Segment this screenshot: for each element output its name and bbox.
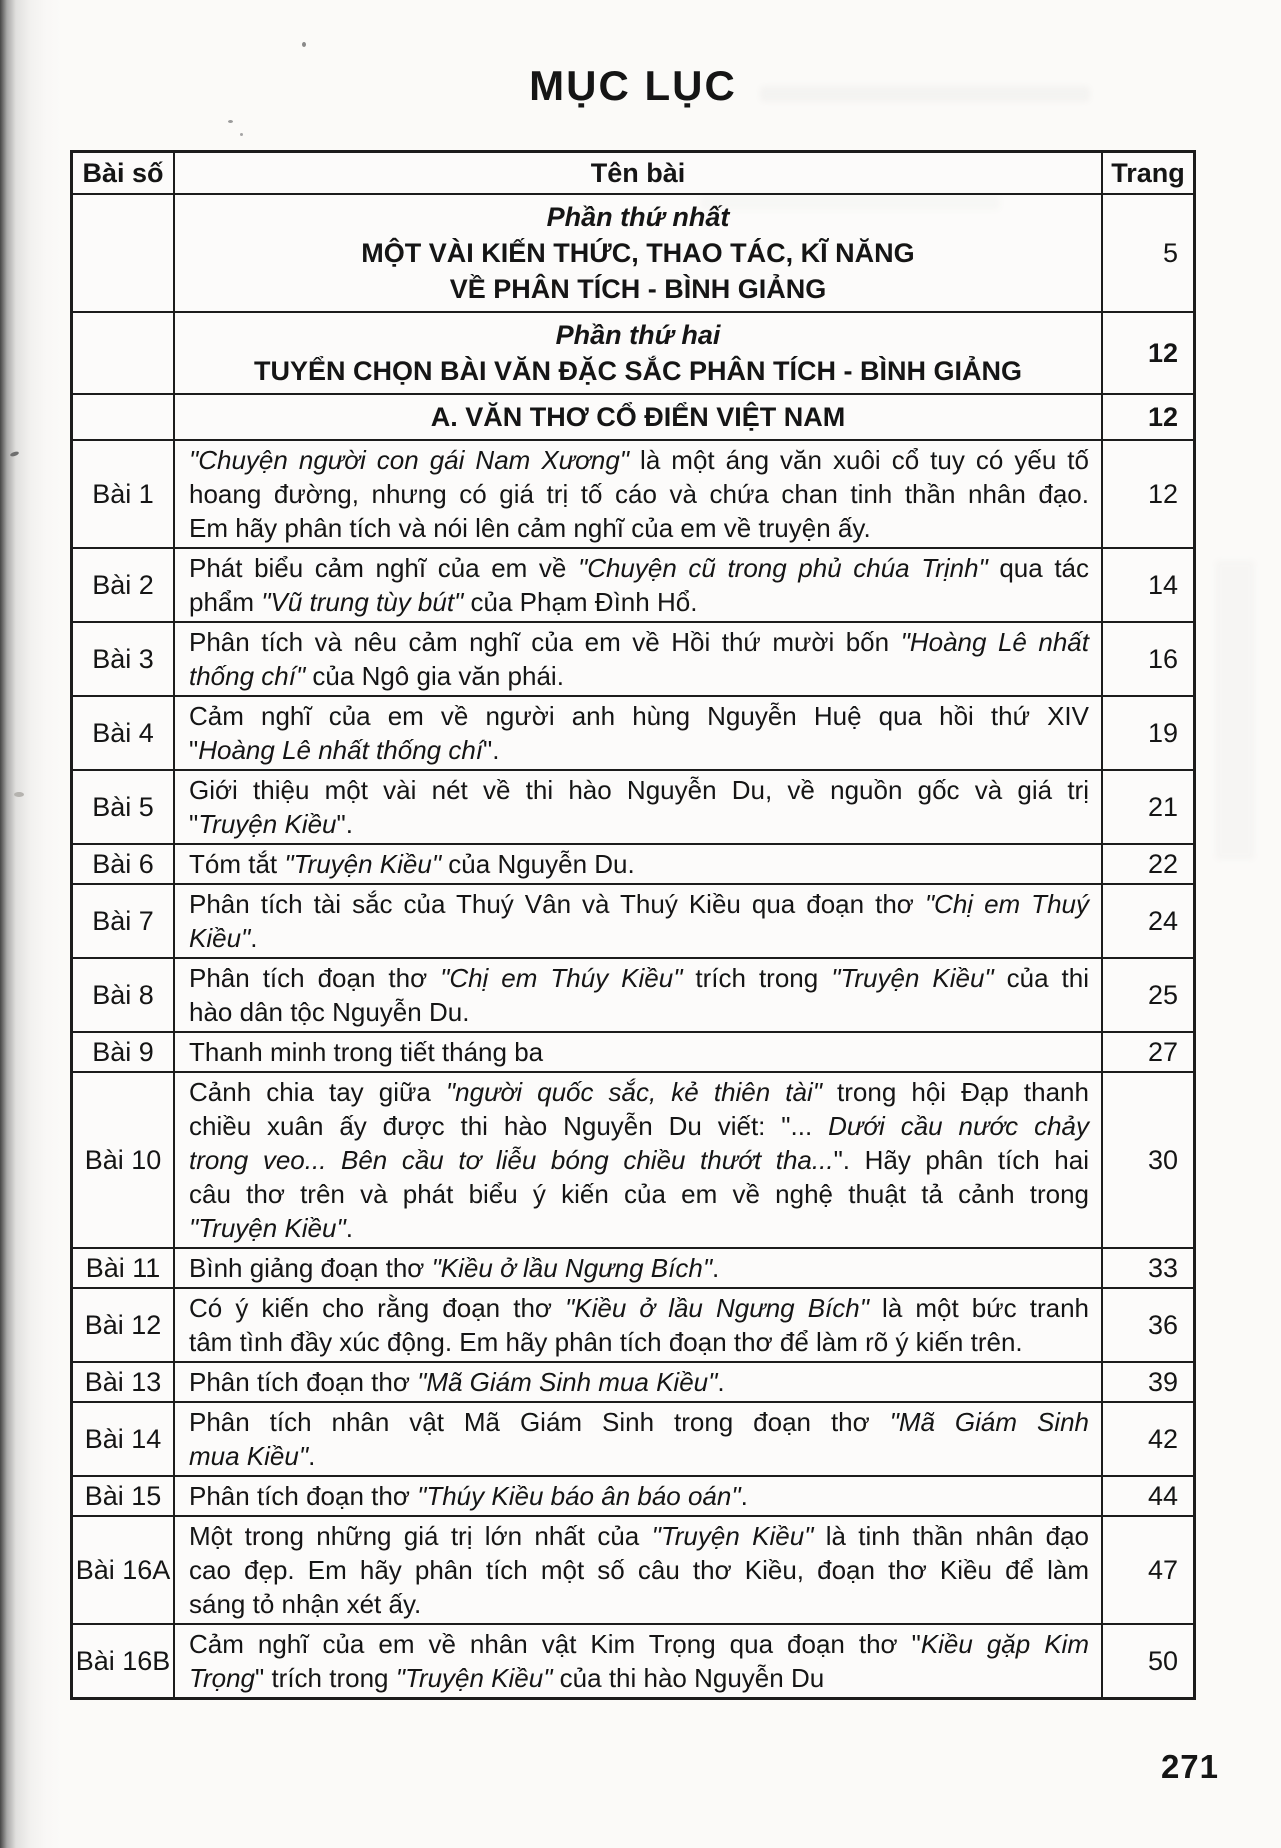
toc-row-bai-9 <box>73 1031 1193 1071</box>
lesson-title-line: sáng tỏ nhận xét ấy. <box>189 1589 422 1619</box>
ink-bleed-artifact <box>1215 560 1255 860</box>
lesson-title-line: cao đẹp. Em hãy phân tích một số câu thơ Kiều, đoạn thơ Kiều để làm <box>189 1555 1089 1585</box>
toc-row-bai-6 <box>73 843 1193 883</box>
toc-table <box>70 150 1196 1700</box>
lesson-title-line: Kiều". <box>189 923 258 953</box>
lesson-number-cell: Bài 8 <box>73 959 175 1031</box>
lesson-title-line: "Truyện Kiều". <box>189 1213 353 1243</box>
lesson-title-line: Phân tích đoạn thơ "Thúy Kiều báo ân báo oán". <box>189 1481 748 1511</box>
page-number-cell: 27 <box>1101 1033 1193 1071</box>
toc-row-bai-15 <box>73 1475 1193 1515</box>
toc-table-body <box>73 193 1193 1697</box>
scan-edge-shadow <box>0 0 62 1848</box>
page-number-cell: 25 <box>1101 959 1193 1031</box>
lesson-number-cell <box>73 313 175 393</box>
lesson-title-line: Phân tích đoạn thơ "Mã Giám Sinh mua Kiều". <box>189 1367 725 1397</box>
lesson-title-line: tâm tình đầy xúc động. Em hãy phân tích đoạn thơ để làm rõ ý kiến trên. <box>189 1327 1023 1357</box>
lesson-title-cell <box>175 1289 1101 1361</box>
column-header-lesson-title: Tên bài <box>590 157 686 188</box>
lesson-title-cell <box>175 1625 1101 1697</box>
lesson-title-line: Cảm nghĩ của em về nhân vật Kim Trọng qua đoạn thơ "Kiều gặp Kim <box>189 1629 1089 1659</box>
toc-row-bai-10 <box>73 1071 1193 1247</box>
section-heading-line: VỀ PHÂN TÍCH - BÌNH GIẢNG <box>449 274 827 304</box>
lesson-title-line: trong veo... Bên cầu tơ liễu bóng chiều thướt tha...". Hãy phân tích hai <box>189 1145 1090 1175</box>
toc-row-bai-7 <box>73 883 1193 957</box>
page-number-cell: 24 <box>1101 885 1193 957</box>
lesson-number-cell: Bài 16A <box>73 1517 175 1623</box>
lesson-number-cell: Bài 12 <box>73 1289 175 1361</box>
page-number-cell: 47 <box>1101 1517 1193 1623</box>
toc-row-bai-8 <box>73 957 1193 1031</box>
page-number-cell: 5 <box>1101 195 1193 311</box>
lesson-title-cell <box>175 1363 1101 1401</box>
section-heading-line: A. VĂN THƠ CỔ ĐIỂN VIỆT NAM <box>430 402 846 432</box>
lesson-title-line: phẩm "Vũ trung tùy bút" của Phạm Đình Hổ. <box>189 587 698 617</box>
lesson-title-cell <box>175 845 1101 883</box>
lesson-title-line: chiều xuân ấy được thi hào Nguyễn Du viết: "... Dưới cầu nước chảy <box>189 1111 1089 1141</box>
lesson-number-cell: Bài 5 <box>73 771 175 843</box>
lesson-title-line: Phân tích tài sắc của Thuý Vân và Thuý Kiều qua đoạn thơ "Chị em Thuý <box>189 889 1089 919</box>
lesson-title-line: Phân tích nhân vật Mã Giám Sinh trong đoạn thơ "Mã Giám Sinh <box>189 1407 1090 1437</box>
lesson-number-cell: Bài 7 <box>73 885 175 957</box>
lesson-number-cell <box>73 395 175 439</box>
lesson-title-cell <box>175 959 1101 1031</box>
lesson-title-line: Một trong những giá trị lớn nhất của "Truyện Kiều" là tinh thần nhân đạo <box>189 1521 1089 1551</box>
lesson-number-cell: Bài 15 <box>73 1477 175 1515</box>
lesson-number-cell: Bài 10 <box>73 1073 175 1247</box>
page-number-cell: 16 <box>1101 623 1193 695</box>
lesson-number-cell: Bài 11 <box>73 1249 175 1287</box>
page-number-cell: 12 <box>1101 395 1193 439</box>
lesson-title-line: Có ý kiến cho rằng đoạn thơ "Kiều ở lầu Ngưng Bích" là một bức tranh <box>189 1293 1089 1323</box>
page-number-cell: 21 <box>1101 771 1193 843</box>
lesson-title-line: Tóm tắt "Truyện Kiều" của Nguyễn Du. <box>189 849 635 879</box>
toc-row-phan-thu-hai <box>73 311 1193 393</box>
toc-row-bai-3 <box>73 621 1193 695</box>
table-header-row <box>73 153 1193 193</box>
lesson-title-line: Bình giảng đoạn thơ "Kiều ở lầu Ngưng Bích". <box>189 1253 720 1283</box>
lesson-title-cell <box>175 313 1101 393</box>
lesson-title-line: "Truyện Kiều". <box>189 809 353 839</box>
lesson-title-cell <box>175 1033 1101 1071</box>
lesson-title-line: câu thơ trên và phát biểu ý kiến của em về nghệ thuật tả cảnh trong <box>189 1179 1089 1209</box>
lesson-number-cell: Bài 6 <box>73 845 175 883</box>
lesson-title-line: thống chí" của Ngô gia văn phái. <box>189 661 564 691</box>
lesson-title-line: Phát biểu cảm nghĩ của em về "Chuyện cũ trong phủ chúa Trịnh" qua tác <box>189 553 1089 583</box>
toc-row-bai-5 <box>73 769 1193 843</box>
page-title: MỤC LỤC <box>529 62 737 109</box>
lesson-title-line: Phân tích và nêu cảm nghĩ của em về Hồi thứ mười bốn "Hoàng Lê nhất <box>189 627 1089 657</box>
lesson-number-cell: Bài 9 <box>73 1033 175 1071</box>
scan-speck <box>14 792 24 797</box>
section-heading-line: Phần thứ nhất <box>546 202 730 232</box>
toc-row-bai-4 <box>73 695 1193 769</box>
page-number-cell: 36 <box>1101 1289 1193 1361</box>
lesson-number-cell: Bài 16B <box>73 1625 175 1697</box>
lesson-title-line: hoang đường, nhưng có giá trị tố cáo và chứa chan tinh thần nhân đạo. <box>189 479 1089 509</box>
page-number-cell: 42 <box>1101 1403 1193 1475</box>
lesson-number-cell <box>73 195 175 311</box>
page-number-cell: 12 <box>1101 441 1193 547</box>
lesson-title-line: hào dân tộc Nguyễn Du. <box>189 997 470 1027</box>
lesson-title-line: "Chuyện người con gái Nam Xương" là một áng văn xuôi cổ tuy có yếu tố <box>189 445 1089 475</box>
lesson-title-line: Cảm nghĩ của em về người anh hùng Nguyễn Huệ qua hồi thứ XIV <box>189 701 1089 731</box>
lesson-title-cell <box>175 885 1101 957</box>
lesson-title-cell <box>175 195 1101 311</box>
lesson-title-line: Em hãy phân tích và nói lên cảm nghĩ của em về truyện ấy. <box>189 513 871 543</box>
lesson-title-cell <box>175 1073 1101 1247</box>
page-number-cell: 30 <box>1101 1073 1193 1247</box>
lesson-number-cell: Bài 13 <box>73 1363 175 1401</box>
book-page-number: 271 <box>1160 1748 1219 1785</box>
lesson-number-cell: Bài 14 <box>73 1403 175 1475</box>
lesson-title-cell <box>175 549 1101 621</box>
lesson-number-cell: Bài 2 <box>73 549 175 621</box>
toc-row-bai-12 <box>73 1287 1193 1361</box>
toc-row-bai-14 <box>73 1401 1193 1475</box>
section-heading-line: MỘT VÀI KIẾN THỨC, THAO TÁC, KĨ NĂNG <box>361 238 915 268</box>
lesson-number-cell: Bài 1 <box>73 441 175 547</box>
lesson-title-line: Thanh minh trong tiết tháng ba <box>189 1037 544 1067</box>
lesson-title-cell <box>175 1517 1101 1623</box>
column-header-page: Trang <box>1101 153 1193 193</box>
toc-row-bai-13 <box>73 1361 1193 1401</box>
toc-row-bai-16b <box>73 1623 1193 1697</box>
toc-row-bai-1 <box>73 439 1193 547</box>
section-heading-line: TUYỂN CHỌN BÀI VĂN ĐẶC SẮC PHÂN TÍCH - BÌNH GIẢNG <box>253 356 1022 386</box>
lesson-title-line: Trọng" trích trong "Truyện Kiều" của thi hào Nguyễn Du <box>189 1663 825 1693</box>
toc-row-bai-16a <box>73 1515 1193 1623</box>
lesson-number-cell: Bài 3 <box>73 623 175 695</box>
scan-speck <box>302 42 306 47</box>
toc-row-phan-thu-nhat <box>73 193 1193 311</box>
lesson-title-cell <box>175 771 1101 843</box>
scan-speck <box>240 133 243 136</box>
scan-speck <box>228 120 233 123</box>
toc-row-bai-11 <box>73 1247 1193 1287</box>
lesson-title-cell <box>175 441 1101 547</box>
lesson-title-line: Phân tích đoạn thơ "Chị em Thúy Kiều" trích trong "Truyện Kiều" của thi <box>189 963 1089 993</box>
page-number-cell: 33 <box>1101 1249 1193 1287</box>
page-number-cell: 39 <box>1101 1363 1193 1401</box>
page-number-cell: 22 <box>1101 845 1193 883</box>
lesson-title-line: Giới thiệu một vài nét về thi hào Nguyễn Du, về nguồn gốc và giá trị <box>189 775 1089 805</box>
toc-row-bai-2 <box>73 547 1193 621</box>
lesson-title-line: Cảnh chia tay giữa "người quốc sắc, kẻ thiên tài" trong hội Đạp thanh <box>189 1077 1089 1107</box>
toc-row-muc-a <box>73 393 1193 439</box>
lesson-title-cell <box>175 395 1101 439</box>
lesson-number-cell: Bài 4 <box>73 697 175 769</box>
column-header-lesson-number: Bài số <box>73 153 175 193</box>
lesson-title-cell <box>175 1403 1101 1475</box>
page-number-cell: 14 <box>1101 549 1193 621</box>
page-number-cell: 44 <box>1101 1477 1193 1515</box>
lesson-title-line: mua Kiều". <box>189 1441 316 1471</box>
section-heading-line: Phần thứ hai <box>555 320 721 350</box>
lesson-title-cell <box>175 623 1101 695</box>
lesson-title-line: "Hoàng Lê nhất thống chí". <box>189 735 500 765</box>
page-number-cell: 19 <box>1101 697 1193 769</box>
lesson-title-cell <box>175 1249 1101 1287</box>
lesson-title-cell <box>175 1477 1101 1515</box>
page-number-cell: 12 <box>1101 313 1193 393</box>
lesson-title-cell <box>175 697 1101 769</box>
page-number-cell: 50 <box>1101 1625 1193 1697</box>
